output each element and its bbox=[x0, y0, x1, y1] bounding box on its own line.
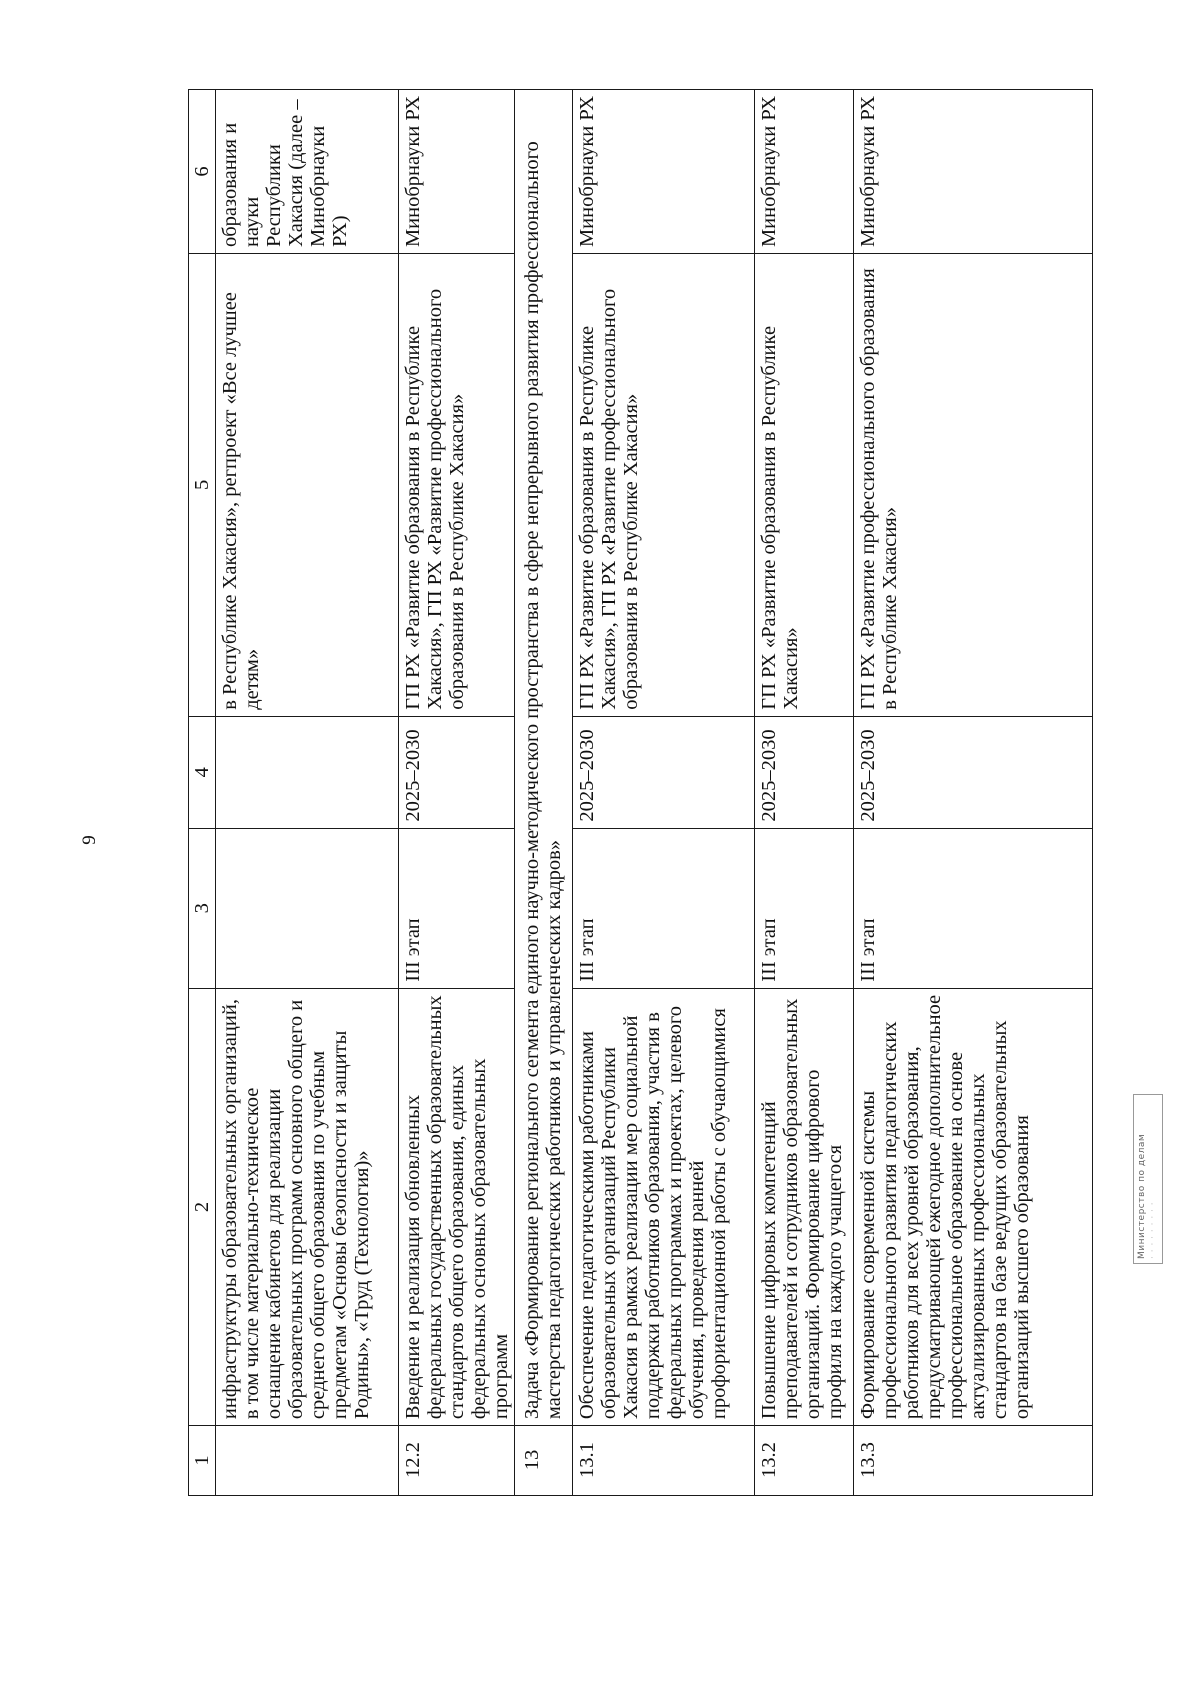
row-period bbox=[216, 716, 399, 828]
row-number bbox=[216, 1426, 399, 1496]
row-responsible: образования и науки Республики Хакасия (далее – Минобрнауки РХ) bbox=[216, 90, 399, 254]
table-row bbox=[216, 90, 399, 1496]
stamp-line: · · · · · · · · · bbox=[1148, 1201, 1158, 1259]
header-cell: 5 bbox=[189, 254, 216, 717]
plan-table bbox=[188, 89, 1093, 1496]
row-period: 2025–2030 bbox=[755, 716, 854, 828]
row-number: 13.1 bbox=[573, 1426, 755, 1496]
row-stage: III этап bbox=[854, 828, 1093, 988]
row-number: 13.3 bbox=[854, 1426, 1093, 1496]
row-text: Формирование современной системы профессионального развития педагогических работников для всех уровней образования, предусматривающей ежегодное дополнительное профессиональное образование на основе актуализированных профессиональных стандартов на базе ведущих образовательных организаций высшего образования bbox=[854, 988, 1093, 1425]
table-row bbox=[755, 90, 854, 1496]
registration-stamp bbox=[1133, 1094, 1163, 1264]
row-program: ГП РХ «Развитие образования в Республике Хакасия», ГП РХ «Развитие профессионального образования в Республике Хакасия» bbox=[573, 254, 755, 717]
row-number: 12.2 bbox=[399, 1426, 515, 1496]
table-row bbox=[573, 90, 755, 1496]
header-cell: 2 bbox=[189, 988, 216, 1425]
row-stage: III этап bbox=[399, 828, 515, 988]
row-text: инфраструктуры образовательных организаций, в том числе материально-техническое оснащение кабинетов для реализации образовательных программ основного общего и среднего общего образования по учебным предметам «Основы безопасности и защиты Родины», «Труд (Технология)» bbox=[216, 988, 399, 1425]
row-period: 2025–2030 bbox=[854, 716, 1093, 828]
row-program: ГП РХ «Развитие образования в Республике Хакасия», ГП РХ «Развитие профессионального образования в Республике Хакасия» bbox=[399, 254, 515, 717]
row-responsible: Минобрнауки РХ bbox=[573, 90, 755, 254]
row-program: ГП РХ «Развитие профессионального образования в Республике Хакасия» bbox=[854, 254, 1093, 717]
task-number: 13 bbox=[515, 1426, 573, 1496]
row-responsible: Минобрнауки РХ bbox=[755, 90, 854, 254]
row-period: 2025–2030 bbox=[399, 716, 515, 828]
table-header-row bbox=[189, 90, 216, 1496]
row-responsible: Минобрнауки РХ bbox=[399, 90, 515, 254]
header-cell: 4 bbox=[189, 716, 216, 828]
row-program: в Республике Хакасия», регпроект «Все лучшее детям» bbox=[216, 254, 399, 717]
task-text: Задача «Формирование регионального сегмента единого научно-методического пространства в сфере непрерывного развития профессионального мастерства педагогических работников и управленческих кадров» bbox=[515, 90, 573, 1426]
task-row bbox=[515, 90, 573, 1496]
row-stage bbox=[216, 828, 399, 988]
row-period: 2025–2030 bbox=[573, 716, 755, 828]
row-number: 13.2 bbox=[755, 1426, 854, 1496]
header-cell: 1 bbox=[189, 1426, 216, 1496]
row-text: Повышение цифровых компетенций преподавателей и сотрудников образовательных организаций. Формирование цифрового профиля на каждого учащегося bbox=[755, 988, 854, 1425]
page-number: 9 bbox=[79, 835, 100, 845]
row-responsible: Минобрнауки РХ bbox=[854, 90, 1093, 254]
table-row bbox=[854, 90, 1093, 1496]
header-cell: 6 bbox=[189, 90, 216, 254]
row-text: Введение и реализация обновленных федеральных государственных образовательных стандартов общего образования, единых федеральных основных образовательных программ bbox=[399, 988, 515, 1425]
header-cell: 3 bbox=[189, 828, 216, 988]
row-stage: III этап bbox=[755, 828, 854, 988]
row-program: ГП РХ «Развитие образования в Республике Хакасия» bbox=[755, 254, 854, 717]
row-text: Обеспечение педагогическими работниками образовательных организаций Республики Хакасия в рамках реализации мер социальной поддержки работников образования, участия в федеральных программах и проектах, целевого обучения, проведения ранней профориентационной работы с обучающимися bbox=[573, 988, 755, 1425]
stamp-line: Министерство по делам bbox=[1137, 1133, 1147, 1259]
table-row bbox=[399, 90, 515, 1496]
rotated-table-container bbox=[188, 89, 1093, 1496]
row-stage: III этап bbox=[573, 828, 755, 988]
